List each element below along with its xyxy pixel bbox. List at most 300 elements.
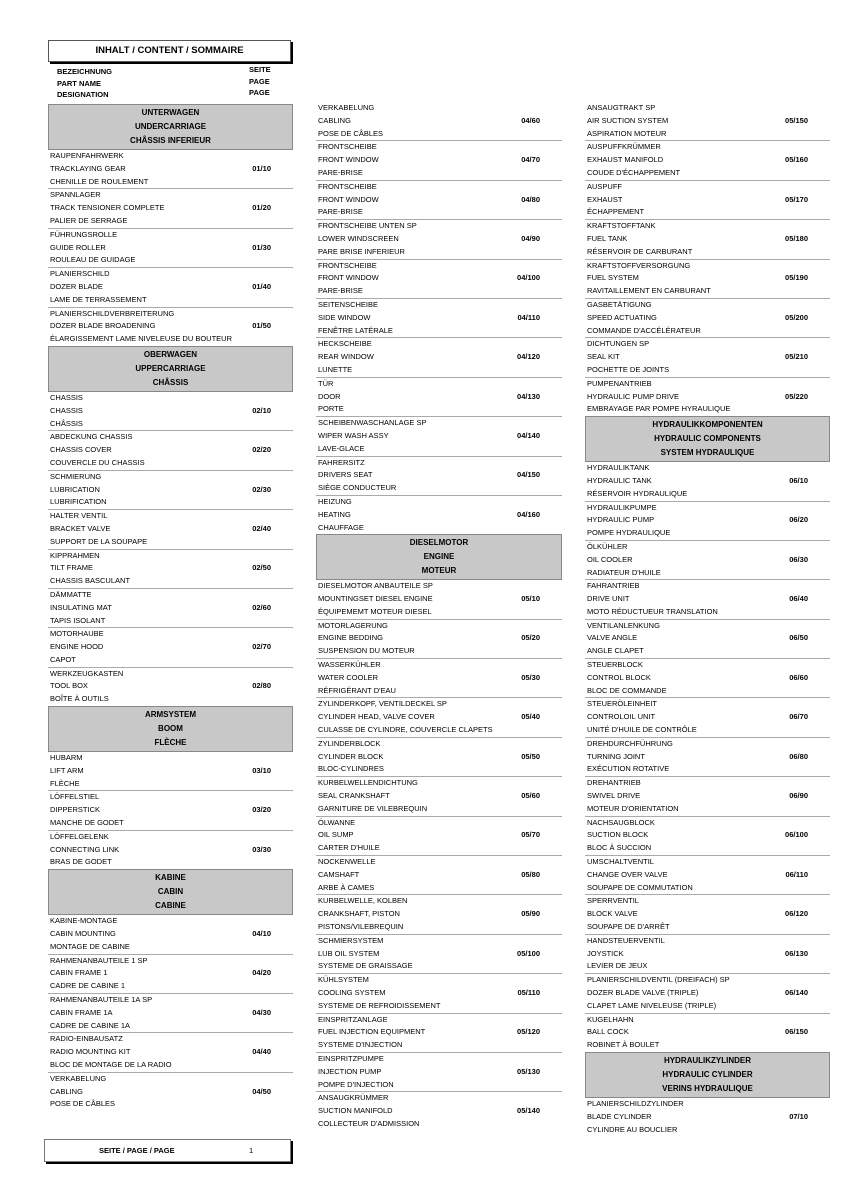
entry-label: POMPE HYDRAULIQUE	[587, 528, 671, 538]
toc-entry[interactable]	[585, 1013, 830, 1052]
entry-page-ref: 05/140	[517, 1106, 540, 1116]
entry-label: CABLING	[50, 1086, 83, 1096]
entry-label: BLOC À SUCCION	[587, 843, 652, 853]
entry-label: HYDRAULIC TANK	[587, 475, 652, 485]
toc-entry[interactable]	[316, 658, 562, 697]
entry-label: HEIZUNG	[318, 496, 352, 506]
entry-page-ref: 05/220	[785, 391, 808, 401]
section-title-line: OBERWAGEN	[143, 349, 198, 359]
toc-entry[interactable]	[316, 1013, 562, 1052]
toc-entry[interactable]	[48, 509, 293, 548]
entry-label: BLOC DE MONTAGE DE LA RADIO	[50, 1060, 172, 1070]
entry-label: BALL COCK	[587, 1027, 629, 1037]
entry-label: ÖLWANNE	[318, 817, 356, 827]
toc-entry[interactable]	[316, 259, 562, 298]
header-name-de: BEZEICHNUNG	[57, 67, 113, 76]
toc-entry[interactable]	[48, 915, 293, 953]
entry-label: DOZER BLADE VALVE (TRIPLE)	[587, 988, 699, 997]
entry-page-ref: 04/50	[252, 1086, 271, 1096]
toc-entry[interactable]	[48, 830, 293, 869]
entry-label: COMMANDE D'ACCÉLÉRATEUR	[587, 325, 701, 335]
entry-label: ENGINE HOOD	[50, 642, 104, 652]
entry-label: MOTORLAGERUNG	[318, 620, 388, 630]
entry-label: CARTER D'HUILE	[318, 843, 380, 853]
entry-page-ref: 05/120	[517, 1027, 540, 1037]
entry-label: CAMSHAFT	[318, 869, 360, 879]
toc-entry[interactable]	[316, 298, 562, 337]
entry-page-ref: 02/10	[252, 405, 271, 415]
toc-entry[interactable]	[585, 934, 830, 973]
entry-page-ref: 01/30	[252, 242, 271, 252]
toc-entry[interactable]	[48, 188, 293, 227]
entry-label: ABDECKUNG CHASSIS	[50, 432, 133, 442]
entry-label: AUSPUFFKRÜMMER	[587, 142, 661, 152]
entry-label: SPEED ACTUATING	[587, 312, 657, 322]
entry-label: ROULEAU DE GUIDAGE	[50, 255, 136, 265]
toc-entry[interactable]	[316, 855, 562, 894]
toc-entry[interactable]	[585, 619, 830, 658]
toc-column-3	[585, 102, 830, 1136]
entry-page-ref: 02/40	[252, 523, 271, 533]
entry-label: ZYLINDERBLOCK	[318, 738, 381, 748]
entry-label: CHENILLE DE ROULEMENT	[50, 176, 149, 186]
entry-label: FLÈCHE	[50, 778, 80, 788]
entry-label: AUSPUFF	[587, 181, 623, 191]
toc-entry[interactable]	[48, 430, 293, 469]
entry-label: FRONTSCHEIBE	[318, 260, 377, 270]
entry-label: FRONT WINDOW	[318, 273, 379, 283]
entry-label: NOCKENWELLE	[318, 857, 376, 867]
toc-entry[interactable]	[316, 776, 562, 815]
entry-page-ref: 02/30	[252, 484, 271, 494]
toc-entry[interactable]	[48, 1032, 293, 1071]
entry-label: EMBRAYAGE PAR POMPE HYRAULIQUE	[587, 404, 731, 414]
entry-page-ref: 04/60	[521, 115, 540, 125]
entry-label: PARE-BRISE	[318, 207, 363, 217]
toc-entry[interactable]	[48, 307, 293, 346]
toc-entry[interactable]	[316, 102, 562, 140]
entry-label: CULASSE DE CYLINDRE, COUVERCLE CLAPETS	[318, 725, 493, 735]
entry-label: ANSAUGKRÜMMER	[318, 1093, 389, 1103]
toc-entry[interactable]	[585, 501, 830, 540]
entry-page-ref: 06/100	[785, 830, 808, 840]
entry-page-ref: 05/100	[517, 948, 540, 958]
entry-page-ref: 06/90	[789, 791, 808, 801]
section-title-line: CHÂSSIS INFERIEUR	[130, 136, 211, 145]
toc-entry[interactable]	[585, 1098, 830, 1136]
toc-entry[interactable]	[316, 619, 562, 658]
entry-label: KURBELWELLENDICHTUNG	[318, 778, 418, 788]
entry-page-ref: 04/130	[517, 391, 540, 401]
entry-label: GUIDE ROLLER	[50, 242, 106, 252]
entry-label: CHASSIS BASCULANT	[50, 576, 131, 586]
toc-entry[interactable]	[585, 140, 830, 179]
toc-entry[interactable]	[316, 580, 562, 618]
toc-entry[interactable]	[48, 790, 293, 829]
entry-label: SYSTEME DE REFROIDISSEMENT	[318, 1000, 441, 1010]
entry-label: FUEL TANK	[587, 233, 628, 243]
header-page-de: SEITE	[249, 65, 271, 74]
toc-entry[interactable]	[48, 993, 293, 1032]
entry-label: ÉQUIPEMEMT MOTEUR DIESEL	[318, 606, 432, 616]
entry-label: PLANIERSCHILDVENTIL (DREIFACH) SP	[587, 975, 730, 985]
entry-label: PLANIERSCHILD	[50, 269, 110, 279]
toc-entry[interactable]	[316, 140, 562, 179]
entry-page-ref: 05/200	[785, 312, 808, 322]
toc-entry[interactable]	[316, 934, 562, 973]
entry-label: CYLINDER BLOCK	[318, 751, 384, 761]
entry-page-ref: 06/60	[789, 672, 808, 682]
entry-label: LAVE-GLACE	[318, 443, 365, 453]
entry-page-ref: 06/10	[789, 475, 808, 485]
entry-label: PARE BRISE INFERIEUR	[318, 246, 405, 256]
entry-page-ref: 05/50	[521, 751, 540, 761]
entry-label: SCHEIBENWASCHANLAGE SP	[318, 418, 427, 428]
entry-page-ref: 04/80	[521, 194, 540, 204]
toc-entry[interactable]	[585, 377, 830, 416]
entry-label: MANCHE DE GODET	[50, 818, 124, 828]
entry-label: COUDE D'ÉCHAPPEMENT	[587, 167, 681, 177]
toc-entry[interactable]	[585, 737, 830, 776]
toc-entry[interactable]	[585, 697, 830, 736]
entry-label: OIL SUMP	[318, 830, 354, 840]
entry-label: CHASSIS	[50, 392, 83, 402]
entry-label: EXHAUST MANIFOLD	[587, 155, 664, 165]
entry-label: BLADE CYLINDER	[587, 1111, 652, 1121]
toc-entry[interactable]	[48, 627, 293, 666]
entry-label: TRACK TENSIONER COMPLETE	[50, 203, 165, 213]
entry-label: DREHANTRIEB	[587, 778, 641, 788]
toc-entry[interactable]	[585, 579, 830, 618]
entry-label: RÉSERVOIR HYDRAULIQUE	[587, 488, 688, 498]
toc-entry[interactable]	[48, 1072, 293, 1111]
entry-page-ref: 05/210	[785, 352, 808, 362]
toc-entry[interactable]	[585, 298, 830, 337]
toc-entry[interactable]	[316, 973, 562, 1012]
entry-label: REAR WINDOW	[318, 352, 374, 362]
entry-page-ref: 02/20	[252, 445, 271, 455]
entry-page-ref: 06/140	[785, 988, 808, 997]
entry-label: SEAL KIT	[587, 352, 620, 362]
entry-label: MOUNTINGSET DIESEL ENGINE	[318, 594, 433, 604]
entry-label: DOZER BLADE BROADENING	[50, 321, 156, 331]
entry-label: CADRE DE CABINE 1	[50, 981, 126, 991]
header-page-fr: PAGE	[249, 88, 270, 97]
entry-label: WIPER WASH ASSY	[318, 430, 389, 440]
entry-label: RADIO MOUNTING KIT	[50, 1047, 131, 1057]
entry-page-ref: 04/140	[517, 430, 540, 440]
toc-entry[interactable]	[585, 180, 830, 219]
entry-label: DÄMMATTE	[50, 589, 92, 599]
entry-label: SUCTION BLOCK	[587, 830, 649, 840]
entry-page-ref: 02/60	[252, 602, 271, 612]
toc-entry[interactable]	[316, 1091, 562, 1130]
page-number: 1	[249, 1146, 254, 1155]
toc-entry[interactable]	[48, 549, 293, 588]
entry-label: LÖFFELSTIEL	[50, 792, 100, 802]
toc-entry[interactable]	[585, 776, 830, 815]
toc-entry[interactable]	[585, 259, 830, 298]
page-footer	[44, 1139, 291, 1162]
entry-label: COUVERCLE DU CHASSIS	[50, 457, 145, 467]
entry-label: FUEL INJECTION EQUIPMENT	[318, 1027, 426, 1037]
entry-page-ref: 06/110	[785, 869, 808, 879]
entry-page-ref: 04/10	[252, 929, 271, 939]
entry-label: SIDE WINDOW	[318, 312, 371, 322]
entry-label: SCHMIERUNG	[50, 471, 102, 481]
entry-label: PALIER DE SERRAGE	[50, 215, 128, 225]
entry-label: ASPIRATION MOTEUR	[587, 128, 667, 138]
entry-label: SEAL CRANKSHAFT	[318, 791, 390, 801]
entry-label: CYLINDRE AU BOUCLIER	[587, 1124, 678, 1134]
section-title-line: UNDERCARRIAGE	[134, 122, 207, 131]
entry-page-ref: 05/180	[785, 233, 808, 243]
entry-label: MOTO RÉDUCTUEUR TRANSLATION	[587, 606, 718, 616]
entry-label: CHANGE OVER VALVE	[587, 869, 668, 879]
toc-entry[interactable]	[585, 337, 830, 376]
entry-label: CRANKSHAFT, PISTON	[318, 909, 400, 919]
toc-entry[interactable]	[316, 456, 562, 495]
toc-entry[interactable]	[316, 1052, 562, 1091]
entry-page-ref: 05/40	[521, 712, 540, 722]
entry-label: POSE DE CÂBLES	[50, 1099, 116, 1109]
entry-label: CHAUFFAGE	[318, 522, 364, 532]
entry-label: LAME DE TERRASSEMENT	[50, 294, 147, 304]
entry-label: KÜHLSYSTEM	[318, 975, 369, 985]
entry-label: FUEL SYSTEM	[587, 273, 639, 283]
entry-label: HUBARM	[50, 753, 83, 763]
entry-label: PORTE	[318, 404, 344, 414]
entry-page-ref: 05/170	[785, 194, 808, 204]
entry-label: SYSTEME D'INJECTION	[318, 1040, 403, 1050]
entry-label: LÖFFELGELENK	[50, 831, 109, 841]
entry-label: FÜHRUNGSROLLE	[50, 229, 118, 239]
entry-label: DOOR	[318, 391, 341, 401]
toc-entry[interactable]	[585, 658, 830, 697]
entry-page-ref: 05/30	[521, 672, 540, 682]
toc-entry[interactable]	[585, 855, 830, 894]
entry-label: KUGELHAHN	[587, 1014, 634, 1024]
entry-label: SCHMIERSYSTEM	[318, 935, 384, 945]
entry-page-ref: 06/80	[789, 751, 808, 761]
entry-label: BLOCK VALVE	[587, 909, 638, 919]
entry-label: ARBE À CAMES	[318, 882, 375, 892]
page-title: INHALT / CONTENT / SOMMAIRE	[48, 40, 291, 62]
entry-label: WERKZEUGKASTEN	[50, 668, 124, 678]
entry-label: OIL COOLER	[587, 554, 633, 564]
section-title-line: ENGINE	[423, 552, 455, 562]
section-title-line: UNTERWAGEN	[141, 108, 200, 117]
entry-page-ref: 06/30	[789, 554, 808, 564]
entry-label: KRAFTSTOFFTANK	[587, 221, 656, 231]
section-header	[585, 1052, 830, 1098]
entry-label: SPANNLAGER	[50, 190, 101, 200]
entry-label: PARE-BRISE	[318, 167, 363, 177]
toc-entry[interactable]	[48, 954, 293, 993]
entry-label: DRIVE UNIT	[587, 594, 630, 604]
toc-entry[interactable]	[585, 973, 830, 1012]
toc-entry[interactable]	[48, 752, 293, 790]
entry-label: TÜR	[318, 378, 334, 388]
entry-label: CYLINDER HEAD, VALVE COVER	[318, 712, 435, 722]
entry-label: DIPPERSTICK	[50, 805, 101, 815]
toc-entry[interactable]	[316, 337, 562, 376]
section-header	[48, 104, 293, 150]
entry-label: CABLING	[318, 115, 351, 125]
entry-label: TOOL BOX	[50, 681, 88, 691]
entry-label: VENTILANLENKUNG	[587, 620, 660, 630]
entry-page-ref: 05/190	[785, 273, 808, 283]
entry-label: DREHDURCHFÜHRUNG	[587, 738, 673, 748]
entry-label: LUNETTE	[318, 364, 353, 374]
entry-label: UNITÉ D'HUILE DE CONTRÔLE	[587, 725, 697, 735]
section-title-line: HYDRAULIC CYLINDER	[662, 1069, 753, 1079]
entry-label: CHASSIS COVER	[50, 445, 112, 455]
entry-label: ANSAUGTRAKT SP	[587, 103, 656, 112]
entry-label: BRAS DE GODET	[50, 857, 112, 867]
toc-entry[interactable]	[48, 150, 293, 188]
entry-label: BLOC DE COMMANDE	[587, 685, 667, 695]
entry-label: POCHETTE DE JOINTS	[587, 364, 670, 374]
entry-page-ref: 06/40	[789, 594, 808, 604]
entry-label: COOLING SYSTEM	[318, 988, 386, 997]
entry-label: ÉCHAPPEMENT	[587, 207, 645, 217]
entry-page-ref: 04/30	[252, 1007, 271, 1017]
entry-label: KIPPRAHMEN	[50, 550, 100, 560]
entry-page-ref: 05/150	[785, 115, 808, 125]
toc-entry[interactable]	[585, 816, 830, 855]
entry-label: FENÊTRE LATÉRALE	[318, 325, 393, 335]
section-title-line: CABIN	[157, 887, 184, 897]
section-title-line: VERINS HYDRAULIQUE	[662, 1083, 753, 1093]
entry-label: PUMPENANTRIEB	[587, 378, 652, 388]
entry-label: ÖLKÜHLER	[587, 541, 628, 551]
section-title-line: ARMSYSTEM	[144, 710, 197, 720]
entry-page-ref: 02/80	[252, 681, 271, 691]
entry-label: ÉLARGISSEMENT LAME NIVELEUSE DU BOUTEUR	[50, 334, 232, 344]
section-title-line: CABINE	[155, 901, 186, 911]
entry-label: COLLECTEUR D'ADMISSION	[318, 1118, 420, 1128]
entry-label: BLOC-CYLINDRES	[318, 764, 384, 774]
entry-page-ref: 04/70	[521, 155, 540, 165]
entry-label: LOWER WINDSCREEN	[318, 233, 399, 243]
toc-entry[interactable]	[48, 392, 293, 430]
header-name-fr: DESIGNATION	[57, 90, 109, 99]
toc-entry[interactable]	[316, 894, 562, 933]
entry-page-ref: 05/70	[521, 830, 540, 840]
section-title-line: BOOM	[158, 724, 183, 734]
toc-entry[interactable]	[585, 540, 830, 579]
toc-entry[interactable]	[585, 894, 830, 933]
entry-label: SYSTEME DE GRAISSAGE	[318, 961, 413, 971]
footer-label: SEITE / PAGE / PAGE	[99, 1146, 175, 1155]
section-title-line: UPPERCARRIAGE	[135, 363, 206, 373]
entry-label: SEITENSCHEIBE	[318, 299, 379, 309]
toc-entry[interactable]	[585, 102, 830, 140]
toc-entry[interactable]	[316, 377, 562, 416]
entry-page-ref: 04/40	[252, 1047, 271, 1057]
entry-label: CADRE DE CABINE 1A	[50, 1020, 131, 1030]
toc-entry[interactable]	[585, 219, 830, 258]
entry-page-ref: 05/60	[521, 791, 540, 801]
entry-label: STEUERÖLEINHEIT	[587, 699, 658, 709]
entry-label: SUCTION MANIFOLD	[318, 1106, 393, 1116]
entry-label: VALVE ANGLE	[587, 633, 638, 643]
entry-label: ANGLE CLAPET	[587, 646, 644, 656]
entry-label: CHASSIS	[50, 405, 83, 415]
section-title-line: DIESELMOTOR	[409, 538, 469, 548]
toc-entry[interactable]	[585, 462, 830, 500]
entry-label: RÉSERVOIR DE CARBURANT	[587, 246, 693, 256]
entry-label: FRONTSCHEIBE UNTEN SP	[318, 221, 417, 231]
entry-label: STEUERBLOCK	[587, 660, 643, 670]
entry-label: LUBRIFICATION	[50, 497, 107, 507]
entry-label: UMSCHALTVENTIL	[587, 857, 654, 867]
header-page-en: PAGE	[249, 76, 270, 86]
toc-entry[interactable]	[316, 737, 562, 776]
entry-label: ZYLINDERKOPF, VENTILDECKEL SP	[318, 699, 447, 709]
toc-entry[interactable]	[48, 667, 293, 706]
toc-entry[interactable]	[316, 816, 562, 855]
entry-label: ENGINE BEDDING	[318, 633, 384, 643]
entry-label: KURBELWELLE, KOLBEN	[318, 896, 408, 906]
entry-label: SUSPENSION DU MOTEUR	[318, 646, 415, 656]
toc-entry[interactable]	[48, 267, 293, 306]
section-title-line: CHÂSSIS	[152, 377, 189, 387]
entry-label: EINSPRITZPUMPE	[318, 1053, 384, 1063]
entry-label: WATER COOLER	[318, 672, 379, 682]
toc-entry[interactable]	[48, 470, 293, 509]
toc-entry[interactable]	[316, 495, 562, 534]
toc-entry[interactable]	[316, 180, 562, 219]
toc-entry[interactable]	[48, 228, 293, 267]
entry-label: POMPE D'INJECTION	[318, 1079, 394, 1089]
entry-label: EINSPRITZANLAGE	[318, 1014, 388, 1024]
entry-label: MOTORHAUBE	[50, 629, 104, 639]
entry-label: FAHRERSITZ	[318, 457, 365, 467]
toc-entry[interactable]	[316, 219, 562, 258]
entry-page-ref: 06/70	[789, 712, 808, 722]
toc-entry[interactable]	[316, 416, 562, 455]
entry-label: DRIVERS SEAT	[318, 470, 373, 480]
entry-label: EXÉCUTION ROTATIVE	[587, 764, 670, 774]
toc-entry[interactable]	[48, 588, 293, 627]
entry-label: MONTAGE DE CABINE	[50, 941, 130, 951]
entry-label: JOYSTICK	[587, 948, 624, 958]
entry-label: TILT FRAME	[50, 563, 94, 573]
entry-label: CAPOT	[50, 654, 76, 664]
entry-page-ref: 05/110	[517, 988, 540, 997]
entry-page-ref: 06/150	[785, 1027, 808, 1037]
entry-label: FRONT WINDOW	[318, 155, 379, 165]
entry-label: CHÂSSIS	[50, 418, 83, 428]
section-header	[585, 416, 830, 462]
entry-page-ref: 05/20	[521, 633, 540, 643]
entry-label: FRONTSCHEIBE	[318, 142, 377, 152]
entry-label: DIESELMOTOR ANBAUTEILE SP	[318, 581, 433, 591]
entry-label: CABIN FRAME 1A	[50, 1007, 113, 1017]
entry-page-ref: 05/160	[785, 155, 808, 165]
entry-label: HALTER VENTIL	[50, 511, 108, 521]
entry-label: LUBRICATION	[50, 484, 100, 494]
entry-label: HYDRAULIKPUMPE	[587, 502, 657, 512]
entry-label: FRONT WINDOW	[318, 194, 379, 204]
toc-entry[interactable]	[316, 697, 562, 736]
header-name-en: PART NAME	[57, 78, 102, 88]
entry-page-ref: 01/50	[252, 321, 271, 331]
entry-label: TRACKLAYING GEAR	[50, 163, 126, 173]
entry-label: WASSERKÜHLER	[318, 660, 381, 670]
